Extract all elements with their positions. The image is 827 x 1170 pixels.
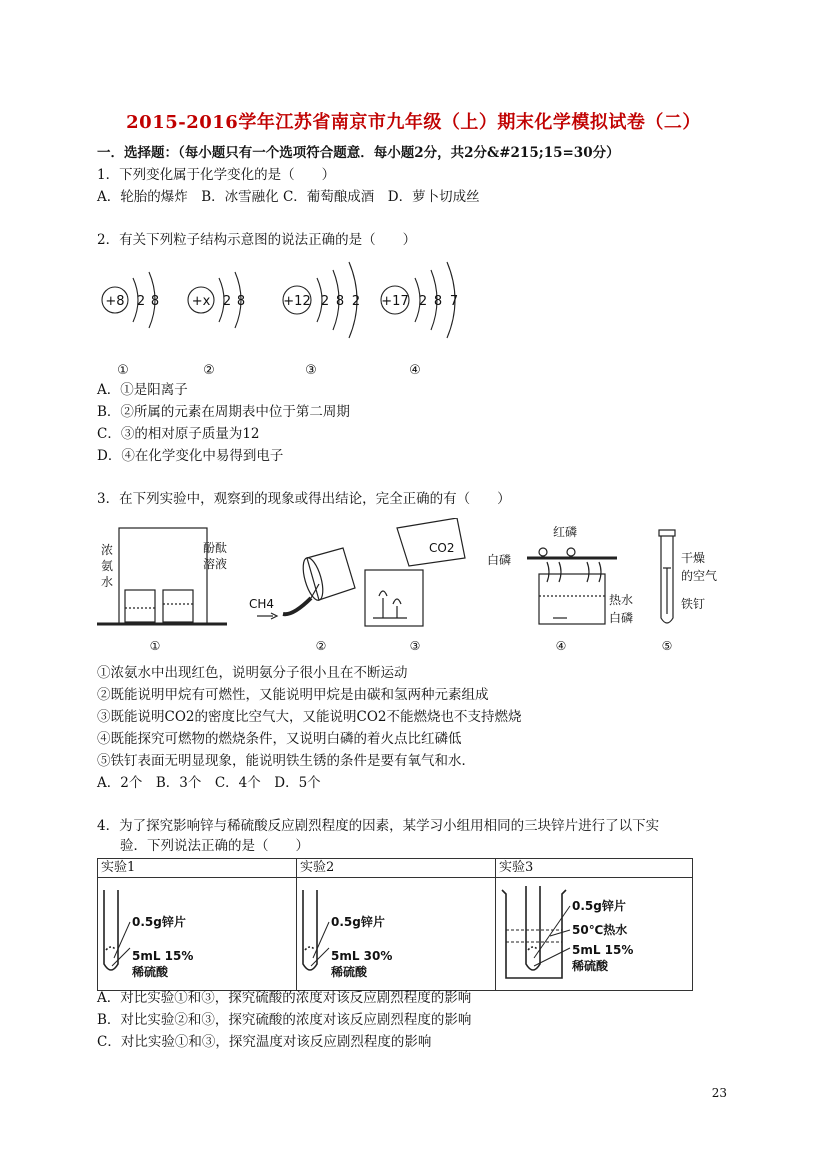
- fig3-number-1: ①: [149, 639, 161, 653]
- experiment-1-cell: [98, 859, 297, 991]
- q3-statement-4: ④既能探究可燃物的燃烧条件，又说明白磷的着火点比红磷低: [97, 731, 462, 747]
- q4-option-b: B．对比实验②和③，探究硫酸的浓度对该反应剧烈程度的影响: [97, 1012, 472, 1028]
- q2-option-d: D．④在化学变化中易得到电子: [97, 448, 284, 464]
- fig3-label-nail: 铁钉: [681, 597, 706, 611]
- q3-options: A．2个 B．3个 C．4个 D．5个: [97, 775, 321, 791]
- fig3-label-dry-air-1: 干燥: [681, 551, 706, 565]
- q3-statement-1: ①浓氨水中出现红色，说明氨分子很小且在不断运动: [97, 665, 408, 681]
- atom-4-label: ④: [409, 363, 421, 378]
- q3-statement-3: ③既能说明CO2的密度比空气大，又能说明CO2不能燃烧也不支持燃烧: [97, 709, 522, 725]
- atom-2-nucleus: +x: [191, 294, 211, 309]
- atom-1-label: ①: [117, 363, 129, 378]
- fig3-number-4: ④: [555, 639, 567, 653]
- q2-option-a: A．①是阳离子: [97, 382, 188, 398]
- atom-1-shell-1: 2: [136, 294, 146, 309]
- page-title: 2015-2016学年江苏省南京市九年级（上）期末化学模拟试卷（二）: [126, 112, 701, 133]
- experiment-1-diagram: [98, 878, 294, 986]
- experiment-2-acid: 稀硫酸: [331, 965, 368, 979]
- experiment-3-header: 实验3: [496, 859, 692, 878]
- q4-option-c: C．对比实验①和③，探究温度对该反应剧烈程度的影响: [97, 1034, 432, 1050]
- q4-stem-line1: 4．为了探究影响锌与稀硫酸反应剧烈程度的因素，某学习小组用相同的三块锌片进行了以下实: [97, 818, 660, 834]
- fig3-label-white-p-top: 白磷: [487, 553, 512, 567]
- q3-stem: 3．在下列实验中，观察到的现象或得出结论，完全正确的有（ ）: [97, 491, 511, 507]
- q3-statement-2: ②既能说明甲烷有可燃性，又能说明甲烷是由碳和氢两种元素组成: [97, 687, 489, 703]
- fig3-label-ch4: CH4: [249, 597, 275, 611]
- fig3-label-phenol-1: 酚酞: [203, 541, 228, 555]
- atom-4-shell-3: 7: [449, 294, 459, 309]
- atom-3-shell-3: 2: [351, 294, 361, 309]
- section-heading: 一．选择题：（每小题只有一个选项符合题意．每小题2分，共2分&#215;15=30分）: [97, 145, 620, 161]
- q3-experiment-figure: [97, 518, 737, 656]
- fig3-number-3: ③: [409, 639, 421, 653]
- fig3-label-white-p-bottom: 白磷: [609, 611, 634, 625]
- experiment-2-diagram: [297, 878, 493, 986]
- atom-2-shell-1: 2: [222, 294, 232, 309]
- experiment-3-acid: 稀硫酸: [572, 959, 609, 973]
- atom-4-shell-2: 8: [433, 294, 443, 309]
- atom-3-label: ③: [305, 363, 317, 378]
- q4-stem-line2: 验．下列说法正确的是（ ）: [120, 838, 309, 854]
- experiment-3-zinc: 0.5g锌片: [572, 899, 626, 913]
- q2-option-b: B．②所属的元素在周期表中位于第二周期: [97, 404, 350, 420]
- q2-stem: 2．有关下列粒子结构示意图的说法正确的是（ ）: [97, 232, 417, 248]
- fig3-number-5: ⑤: [661, 639, 673, 653]
- q1-options: A．轮胎的爆炸 B．冰雪融化 C．葡萄酿成酒 D．萝卜切成丝: [97, 189, 480, 205]
- atom-2-shell-2: 8: [236, 294, 246, 309]
- experiment-1-zinc: 0.5g锌片: [132, 915, 186, 929]
- experiment-3-water: 50℃热水: [572, 923, 628, 937]
- q4-option-a: A．对比实验①和③，探究硫酸的浓度对该反应剧烈程度的影响: [97, 990, 472, 1006]
- fig3-number-2: ②: [315, 639, 327, 653]
- atom-3-shell-1: 2: [320, 294, 330, 309]
- page-number: 23: [711, 1086, 727, 1100]
- fig3-label-ammonia-1: 浓: [101, 543, 114, 557]
- fig3-label-co2: CO2: [429, 541, 455, 555]
- experiment-2-acid-amount: 5mL 30%: [331, 949, 393, 963]
- experiment-2-cell: [297, 859, 496, 991]
- atom-3-shell-2: 8: [335, 294, 345, 309]
- atom-4-shell-1: 2: [418, 294, 428, 309]
- experiment-1-header: 实验1: [98, 859, 296, 878]
- atom-2-label: ②: [203, 363, 215, 378]
- q4-experiment-table: [97, 858, 693, 991]
- experiment-1-acid: 稀硫酸: [132, 965, 169, 979]
- atom-1-shell-2: 8: [150, 294, 160, 309]
- q3-statement-5: ⑤铁钉表面无明显现象，能说明铁生锈的条件是要有氧气和水．: [97, 753, 475, 769]
- fig3-label-dry-air-2: 的空气: [681, 569, 718, 583]
- atom-3-nucleus: +12: [283, 294, 311, 309]
- experiment-3-acid-amount: 5mL 15%: [572, 943, 634, 957]
- fig3-label-red-p: 红磷: [553, 525, 578, 539]
- fig3-label-phenol-2: 溶液: [203, 557, 228, 571]
- q1-stem: 1．下列变化属于化学变化的是（ ）: [97, 167, 336, 183]
- experiment-2-zinc: 0.5g锌片: [331, 915, 385, 929]
- experiment-2-header: 实验2: [297, 859, 495, 878]
- atom-1-nucleus: +8: [105, 294, 125, 309]
- fig3-label-ammonia-3: 水: [101, 575, 114, 589]
- fig3-label-ammonia-2: 氨: [101, 559, 114, 573]
- atom-4-nucleus: +17: [381, 294, 409, 309]
- experiment-3-diagram: [496, 878, 692, 986]
- q2-option-c: C．③的相对原子质量为12: [97, 426, 260, 442]
- experiment-3-cell: [496, 859, 693, 991]
- atom-structure-figure: [97, 250, 477, 380]
- experiment-1-acid-amount: 5mL 15%: [132, 949, 194, 963]
- fig3-label-hot-water: 热水: [609, 593, 634, 607]
